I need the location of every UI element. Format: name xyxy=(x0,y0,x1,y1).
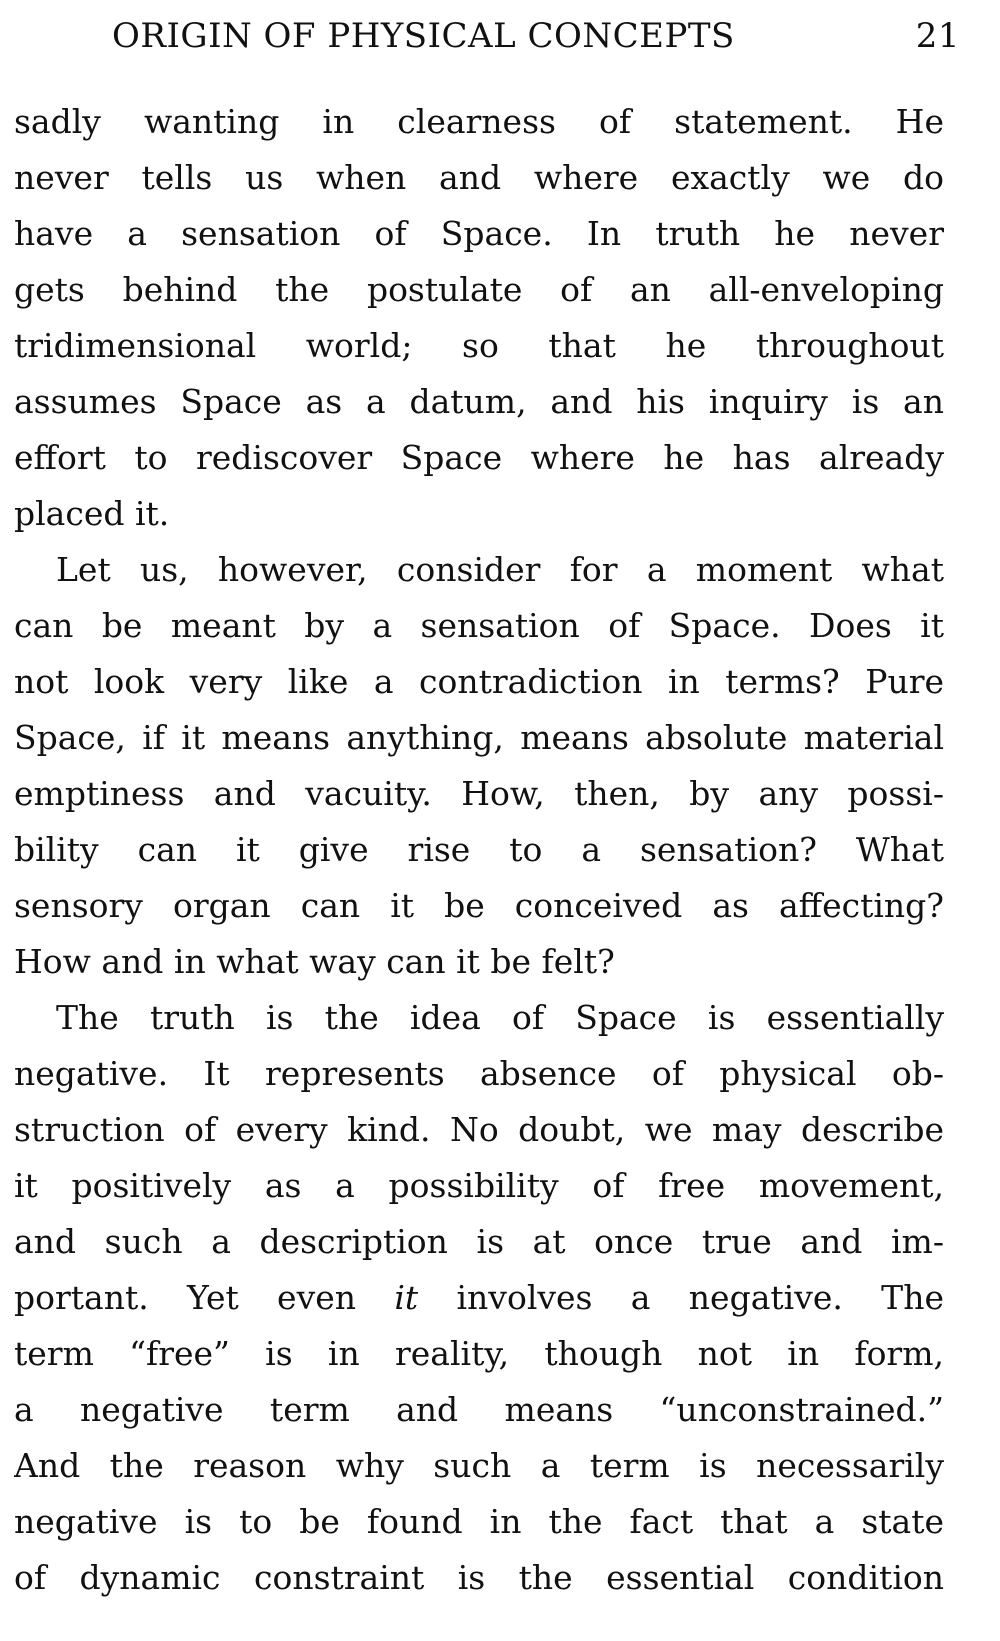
text-line: emptiness and vacuity. How, then, by any possi- xyxy=(14,774,944,813)
text-line: never tells us when and where exactly we do xyxy=(14,158,944,197)
text-line: placed it. xyxy=(14,494,170,533)
text-line: negative is to be found in the fact that a state xyxy=(14,1502,944,1541)
text-line: Let us, however, consider for a moment what xyxy=(56,550,944,589)
text-line: and such a description is at once true and im- xyxy=(14,1222,944,1261)
text-line: a negative term and means “unconstrained.” xyxy=(14,1390,944,1429)
text-line: it positively as a possibility of free movement, xyxy=(14,1166,944,1205)
text-line: And the reason why such a term is necessarily xyxy=(14,1446,944,1485)
text-line xyxy=(14,1270,944,1326)
text-line: negative. It represents absence of physical ob- xyxy=(14,1054,944,1093)
text-line: not look very like a contradiction in terms? Pure xyxy=(14,662,944,701)
text-line: sensory organ can it be conceived as affecting? xyxy=(14,886,944,925)
text-line: assumes Space as a datum, and his inquiry is an xyxy=(14,382,944,421)
text-line: of dynamic constraint is the essential condition xyxy=(14,1558,944,1597)
text-segment: portant. Yet even xyxy=(14,1278,357,1317)
text-line: sadly wanting in clearness of statement. He xyxy=(14,102,944,141)
page-number: 21 xyxy=(915,16,960,56)
text-line: term “free” is in reality, though not in form, xyxy=(14,1334,944,1373)
running-head xyxy=(112,16,960,66)
text-line: have a sensation of Space. In truth he never xyxy=(14,214,944,253)
text-line: can be meant by a sensation of Space. Does it xyxy=(14,606,944,645)
text-line: bility can it give rise to a sensation? What xyxy=(14,830,944,869)
text-line: Space, if it means anything, means absolute material xyxy=(14,718,944,757)
text-line: struction of every kind. No doubt, we may describe xyxy=(14,1110,944,1149)
body-text xyxy=(14,94,944,1606)
text-segment: involves a negative. The xyxy=(456,1278,944,1317)
text-line: gets behind the postulate of an all-enveloping xyxy=(14,270,944,309)
text-line: tridimensional world; so that he throughout xyxy=(14,326,944,365)
running-title: ORIGIN OF PHYSICAL CONCEPTS xyxy=(112,16,735,56)
text-line: How and in what way can it be felt? xyxy=(14,942,615,981)
text-line: The truth is the idea of Space is essentially xyxy=(56,998,944,1037)
italic-word: it xyxy=(394,1278,419,1317)
text-line: effort to rediscover Space where he has already xyxy=(14,438,944,477)
